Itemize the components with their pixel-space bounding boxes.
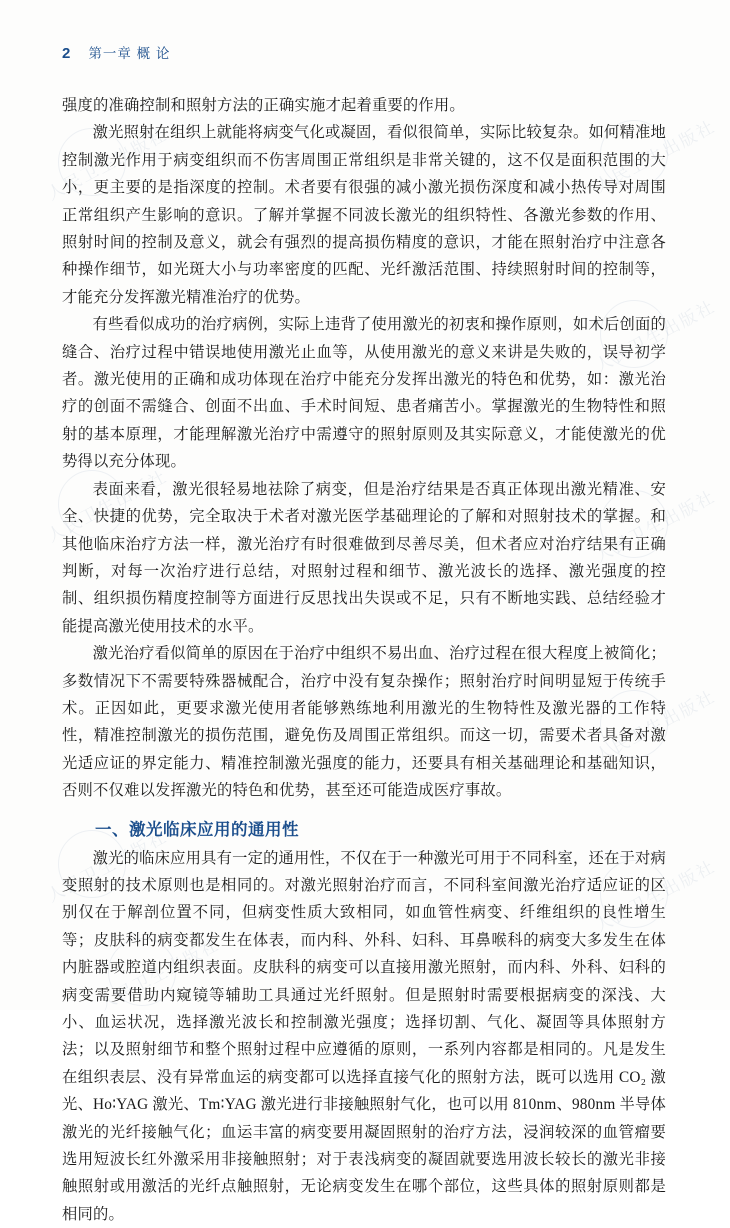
page-number: 2 bbox=[62, 45, 71, 62]
paragraph: 激光的临床应用具有一定的通用性，不仅在于一种激光可用于不同科室，还在于对病变照射的技术原则也是相同的。对激光照射治疗而言，不同科室间激光治疗适应证的区别仅在于解剖位置不同，但病变性质大致相同，如血管性病变、纤维组织的良性增生等；皮肤科的病变都发生在体表，而内科、外科、妇科、耳鼻喉科的病变大多发生在体内脏器或腔道内组织表面。皮肤科的病变可以直接用激光照射，而内科、外科、妇科的病变需要借助内窥镜等辅助工具通过光纤照射。但是照射时需要根据病变的深浅、大小、血运状况，选择激光波长和控制激光强度；选择切割、气化、凝固等具体照射方法；以及照射细节和整个照射过程中应遵循的原则，一系列内容都是相同的。凡是发生在组织表层、没有异常血运的病变都可以选择直接气化的照射方法，既可以选用 CO₂ 激光、Ho∶YAG 激光、Tm∶YAG 激光进行非接触照射气化，也可以用 810nm、980nm 半导体激光的光纤接触气化；血运丰富的病变要用凝固照射的治疗方法，浸润较深的血管瘤要选用短波长红外激采用非接触照射；对于表浅病变的凝固就要选用波长较长的激光非接触照射或用激活的光纤点触照射，无论病变发生在哪个部位，这些具体的照射原则都是相同的。 bbox=[62, 849, 666, 1223]
chapter-title: 第一章 概 论 bbox=[88, 46, 171, 61]
watermark-text: 人民卫生出版社 bbox=[44, 124, 171, 204]
page-content bbox=[62, 92, 666, 1228]
watermark-text: 人民卫生出版社 bbox=[592, 856, 719, 936]
paragraph: 激光照射在组织上就能将病变气化或凝固，看似很简单，实际比较复杂。如何精准地控制激光作用于病变组织而不伤害周围正常组织是非常关键的，这不仅是面积范围的大小，更主要的是指深度的控制。术者要有很强的减小激光损伤深度和减小热传导对周围正常组织产生影响的意识。了解并掌握不同波长激光的组织特性、各激光参数的作用、照射时间的控制及意义，就会有强烈的提高损伤精度的意识，才能在照射治疗中注意各种操作细节，如光斑大小与功率密度的匹配、光纤激活范围、持续照射时间的控制等，才能充分发挥激光精准治疗的优势。 bbox=[62, 124, 666, 306]
watermark-text: 人民卫生出版社 bbox=[96, 934, 223, 1014]
watermark-text: 人民卫生出版社 bbox=[592, 686, 719, 766]
watermark-text: 人民卫生出版社 bbox=[592, 296, 719, 376]
paragraph: 表面来看，激光很轻易地祛除了病变，但是治疗结果是否真正体现出激光精准、安全、快捷的优势，完全取决于术者对激光医学基础理论的了解和对照射技术的掌握。和其他临床治疗方法一样，激光治疗有时很难做到尽善尽美，但术者应对治疗结果有正确判断，对每一次治疗进行总结，对照射过程和细节、激光波长的选择、激光强度的控制、组织损伤精度控制等方面进行反思找出失误或不足，只有不断地实践、总结经验才能提高激光使用技术的水平。 bbox=[62, 480, 666, 635]
watermark-text: 人民卫生出版社 bbox=[592, 486, 719, 566]
paragraph: 强度的准确控制和照射方法的正确实施才起着重要的作用。 bbox=[62, 97, 465, 114]
watermark-text: 人民卫生出版社 bbox=[592, 116, 719, 196]
section-heading: 一、激光临床应用的通用性 bbox=[95, 820, 299, 839]
paragraph: 有些看似成功的治疗病例，实际上违背了使用激光的初衷和操作原则，如术后创面的缝合、治疗过程中错误地使用激光止血等，从使用激光的意义来讲是失败的，误导初学者。激光使用的正确和成功体现在治疗中能充分发挥出激光的特色和优势，如：激光治疗的创面不需缝合、创面不出血、手术时间短、患者痛苦小。掌握激光的生物特性和照射的基本原理，才能理解激光治疗中需遵守的照射原则及其实际意义，才能使激光的优势得以充分体现。 bbox=[62, 316, 666, 471]
running-head bbox=[62, 42, 170, 62]
watermark-text: 人民卫生出版社 bbox=[44, 466, 171, 546]
paragraph: 激光治疗看似简单的原因在于治疗中组织不易出血、治疗过程在很大程度上被简化；多数情况下不需要特殊器械配合，治疗中没有复杂操作；照射治疗时间明显短于传统手术。正因如此，更要求激光使用者能够熟练地利用激光的生物特性及激光器的工作特性，精准控制激光的损伤范围，避免伤及周围正常组织。而这一切，需要术者具备对激光适应证的界定能力、精准控制激光强度的能力，还要具有相关基础理论和基础知识，否则不仅难以发挥激光的特色和优势，甚至还可能造成医疗事故。 bbox=[62, 645, 666, 800]
watermark-text: 人民卫生出版社 bbox=[44, 826, 171, 906]
